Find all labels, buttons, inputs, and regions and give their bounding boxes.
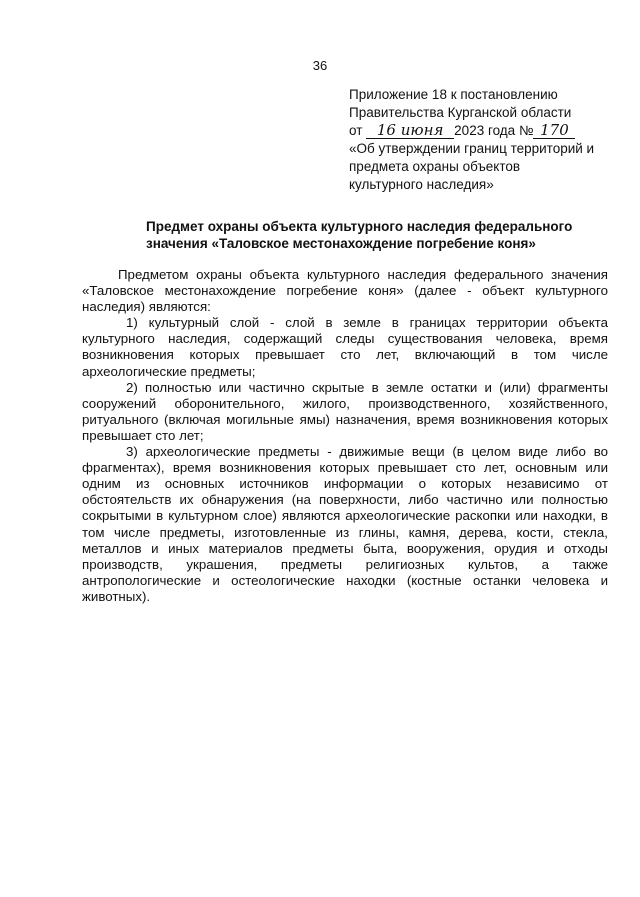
appendix-date-line [349,122,619,140]
document-title [146,218,596,252]
intro-paragraph: Предметом охраны объекта культурного наследия федерального значения «Таловское местонахождение погребение коня» (далее - объект культурного наследия) являются: [82,267,608,315]
title-line-1: Предмет охраны объекта культурного наследия федерального [146,219,573,234]
subject-line-3: культурного наследия» [349,177,494,192]
item-1-paragraph: 1) культурный слой - слой в земле в границах территории объекта культурного наследия, содержащий следы существования человека, время возникновения которых превышает сто лет, включающий в том числе археологические предметы; [82,315,608,379]
number-sign: № [518,123,534,138]
item-3-paragraph: 3) археологические предметы - движимые вещи (в целом виде либо во фрагментах), время возникновения которых превышает сто лет, основным или одним из основных источников информации о которых независимо от обстоятельств их обнаружения (на поверхности, либо частично или полностью сокрытыми в культурном слое) являются археологические раскопки или находки, в том числе предметы, изготовленные из глины, камня, дерева, кости, стекла, металлов и иных материалов предметы быта, вооружения, орудия и отходы производств, украшения, предметы религиозных культов, а также антропологические и остеологические находки (костные останки человека и животных). [82,444,608,604]
appendix-line-2: Правительства Курганской области [349,105,572,120]
appendix-line-1: Приложение 18 к постановлению [349,87,558,102]
page-number: 36 [312,58,328,73]
subject-line-2: предмета охраны объектов [349,159,521,174]
item-2-paragraph: 2) полностью или частично скрытые в земле остатки и (или) фрагменты сооружений оборонительного, жилого, производственного, хозяйственного, ритуального (включая могильные ямы) назначения, время возникновения которых превышает сто лет; [82,379,608,443]
year-text: 2023 года [454,123,516,138]
subject-line-1: «Об утверждении границ территорий и [349,141,595,156]
handwritten-number: 170 [533,123,575,139]
handwritten-date: 16 июня [366,123,454,139]
title-line-2: значения «Таловское местонахождение погребение коня» [146,236,536,251]
document-body [82,267,608,605]
date-prefix: от [349,123,363,138]
appendix-header [349,86,619,194]
